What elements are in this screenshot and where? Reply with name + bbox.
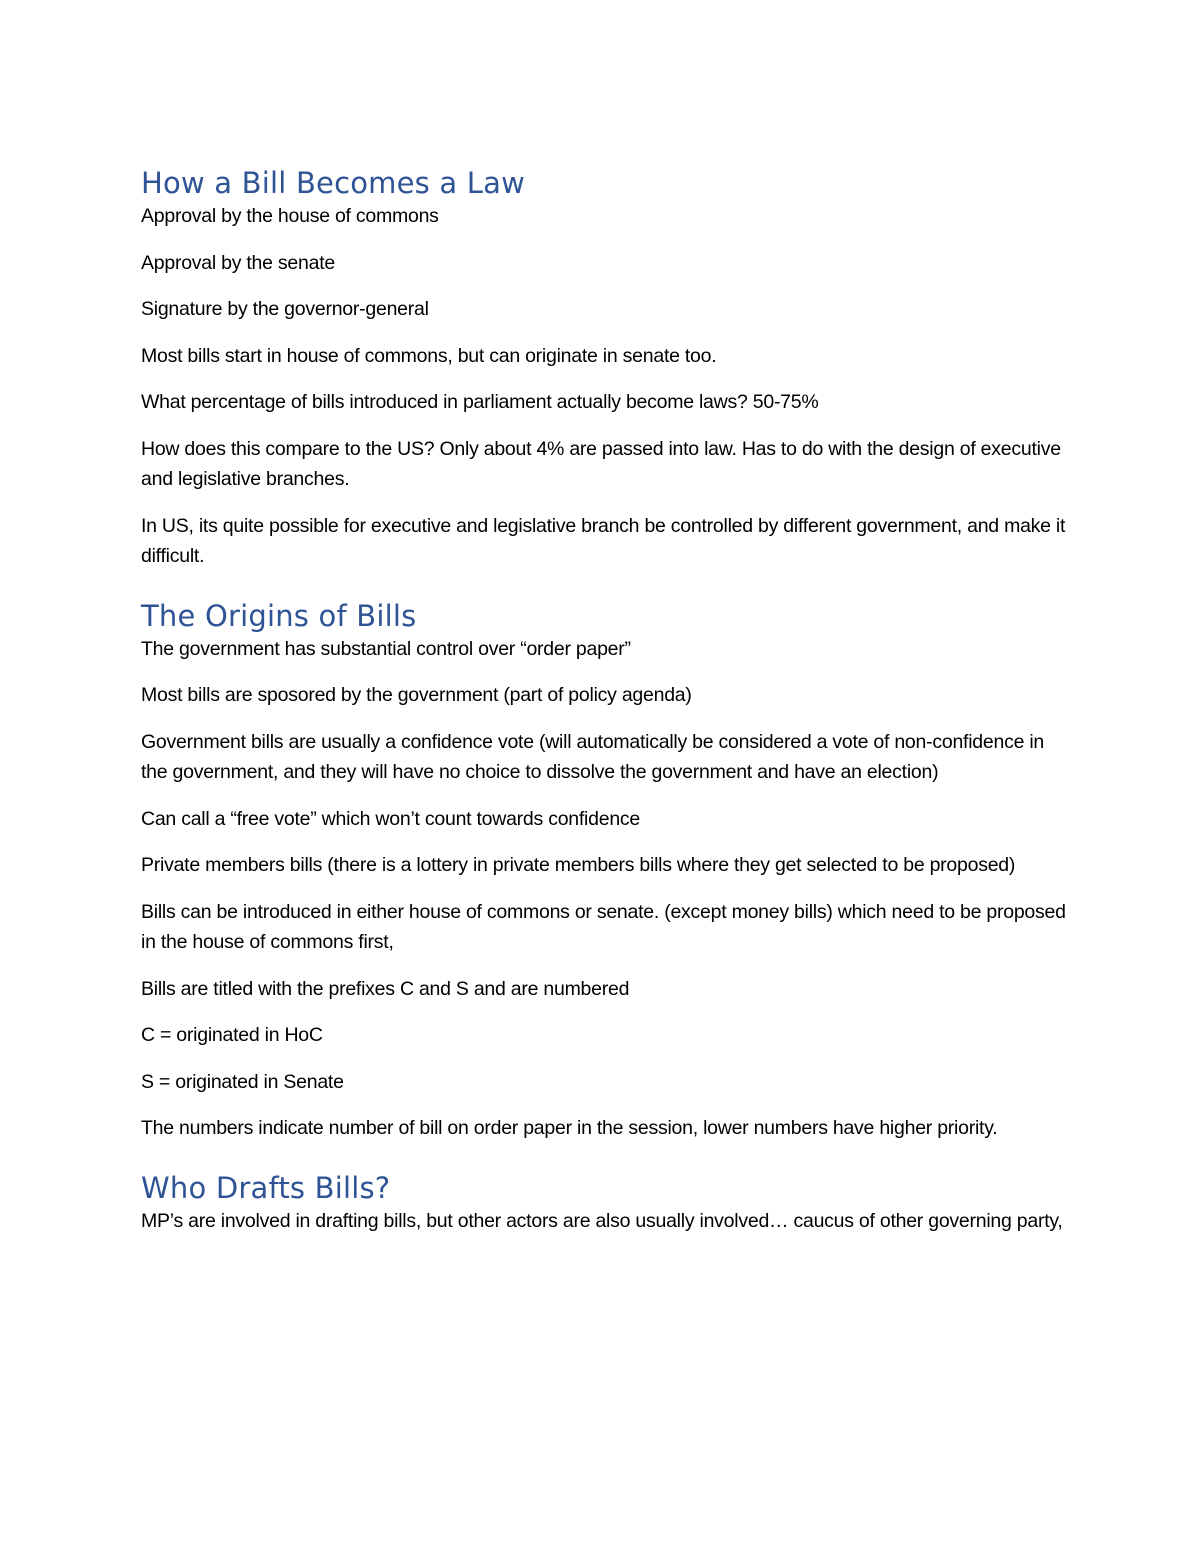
paragraph: Government bills are usually a confidence vote (will automatically be considered a vote of non-confidence in the government, and they will have no choice to dissolve the government and have an election) — [141, 730, 1045, 783]
paragraph: Signature by the governor-general — [141, 298, 429, 320]
paragraph: Approval by the senate — [141, 251, 335, 274]
paragraph: Most bills are sposored by the government (part of policy agenda) — [141, 684, 692, 706]
section-heading: How a Bill Becomes a Law — [141, 166, 526, 200]
paragraph: S = originated in Senate — [141, 1070, 344, 1093]
paragraph: In US, its quite possible for executive and legislative branch be controlled by different government, and make it difficult. — [141, 514, 1066, 567]
paragraph: The numbers indicate number of bill on order paper in the session, lower numbers have higher priority. — [141, 1117, 998, 1139]
paragraph: The government has substantial control over “order paper” — [141, 637, 631, 660]
section-who-drafts-bills — [141, 1168, 1071, 1237]
paragraph: Can call a “free vote” which won’t count towards confidence — [141, 807, 641, 830]
paragraph: Most bills start in house of commons, but can originate in senate too. — [141, 344, 717, 367]
paragraph: Bills can be introduced in either house of commons or senate. (except money bills) which need to be proposed in the house of commons first, — [141, 900, 1066, 953]
section-heading: The Origins of Bills — [141, 598, 417, 633]
paragraph: C = originated in HoC — [141, 1024, 323, 1046]
paragraph: MP’s are involved in drafting bills, but other actors are also usually involved… caucus of other governing party, — [141, 1209, 1063, 1232]
section-heading: Who Drafts Bills? — [141, 1170, 391, 1205]
document-page — [141, 163, 1071, 1252]
paragraph: Approval by the house of commons — [141, 205, 439, 227]
section-how-a-bill-becomes-a-law — [141, 163, 1071, 572]
paragraph: Private members bills (there is a lottery in private members bills where they get selected to be proposed) — [141, 854, 1016, 876]
paragraph: Bills are titled with the prefixes C and S and are numbered — [141, 977, 630, 1000]
paragraph: What percentage of bills introduced in parliament actually become laws? 50-75% — [141, 391, 819, 413]
paragraph: How does this compare to the US? Only about 4% are passed into law. Has to do with the design of executive and legislative branches. — [141, 437, 1061, 490]
section-origins-of-bills — [141, 596, 1071, 1144]
